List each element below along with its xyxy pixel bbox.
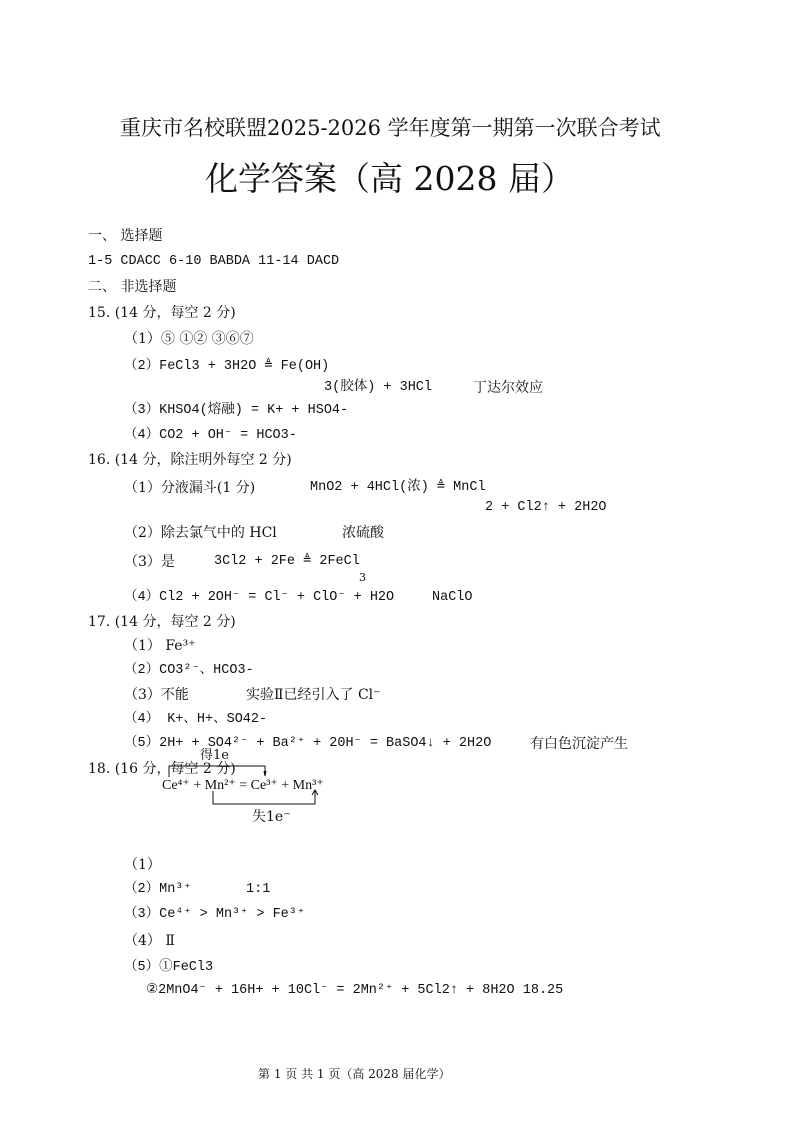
choice-answers: 1-5 CDACC 6-10 BABDA 11-14 DACD: [88, 254, 340, 269]
q16-part-3-eq: 3Cl2 + 2Fe ≜ 2FeCl: [214, 554, 360, 569]
q15-part-2-answer: 丁达尔效应: [473, 380, 543, 396]
q18-part-2-ratio: 1:1: [246, 882, 271, 897]
q18-part-1: （1）: [124, 857, 161, 873]
q18-part-5: （5）①FeCl3: [124, 960, 214, 975]
q17-part-3: （3）不能: [124, 687, 189, 703]
q15-part-4: （4）CO2 + OH⁻ = HCO3-: [124, 428, 297, 443]
q15-part-3: （3）KHSO4(熔融) = K+ + HSO4-: [124, 403, 349, 418]
q17-part-4: （4） K+、H+、SO42-: [124, 712, 268, 727]
section-2-heading: 二、 非选择题: [88, 279, 177, 295]
q16-part-1-eq: MnO2 + 4HCl(浓) ≜ MnCl: [310, 480, 486, 495]
lose-electron-label: 失1e⁻: [252, 809, 291, 825]
q15-heading: 15. (14 分，每空 2 分): [88, 305, 236, 321]
q16-part-3: （3）是: [124, 554, 175, 570]
q17-part-3-reason: 实验Ⅱ已经引入了 Cl⁻: [246, 687, 381, 703]
q18-part-2: （2）Mn³⁺: [124, 882, 192, 897]
gain-electron-label: 得1e: [200, 748, 229, 763]
page-footer: 第 1 页 共 1 页（高 2028 届化学）: [258, 1067, 451, 1081]
q16-part-3-sub: 3: [359, 571, 366, 584]
q16-part-1: （1）分液漏斗(1 分): [124, 480, 256, 496]
q17-part-2: （2）CO3²⁻、HCO3-: [124, 663, 254, 678]
q17-part-1: （1） Fe³⁺: [124, 638, 196, 654]
q17-part-5: （5）2H+ + SO4²⁻ + Ba²⁺ + 20H⁻ = BaSO4↓ + 2H2O: [124, 736, 492, 751]
q16-part-2-answer: 浓硫酸: [342, 525, 384, 541]
q18-part-4: （4） Ⅱ: [124, 933, 175, 949]
q16-part-4: （4）Cl2 + 2OH⁻ = Cl⁻ + ClO⁻ + H2O: [124, 590, 395, 605]
q16-part-2: （2）除去氯气中的 HCl: [124, 525, 277, 541]
q17-heading: 17. (14 分，每空 2 分): [88, 614, 236, 630]
q15-part-2: （2）FeCl3 + 3H2O ≜ Fe(OH): [124, 359, 330, 374]
q16-heading: 16. (14 分，除注明外每空 2 分): [88, 452, 292, 468]
redox-equation: Ce⁴⁺ + Mn²⁺ = Ce³⁺ + Mn³⁺: [162, 778, 324, 793]
q18-heading: 18. (16 分，每空 2 分): [88, 761, 236, 777]
q16-part-4-answer: NaClO: [432, 590, 473, 605]
title-line-2: 化学答案（高 2028 届）: [205, 159, 574, 198]
section-1-heading: 一、 选择题: [88, 228, 163, 244]
q15-part-1: （1）⑤ ①② ③⑥⑦: [124, 331, 254, 347]
q18-part-3: （3）Ce⁴⁺ > Mn³⁺ > Fe³⁺: [124, 907, 306, 922]
q17-part-5-answer: 有白色沉淀产生: [530, 736, 628, 752]
q15-part-2-cont: 3(胶体) + 3HCl: [324, 380, 433, 395]
title-line-1: 重庆市名校联盟2025-2026 学年度第一期第一次联合考试: [120, 116, 661, 140]
q16-part-1-eq-cont: 2 + Cl2↑ + 2H2O: [485, 500, 607, 515]
q18-part-5-cont: ②2MnO4⁻ + 16H+ + 10Cl⁻ = 2Mn²⁺ + 5Cl2↑ + 8H2O 18.25: [146, 983, 564, 998]
